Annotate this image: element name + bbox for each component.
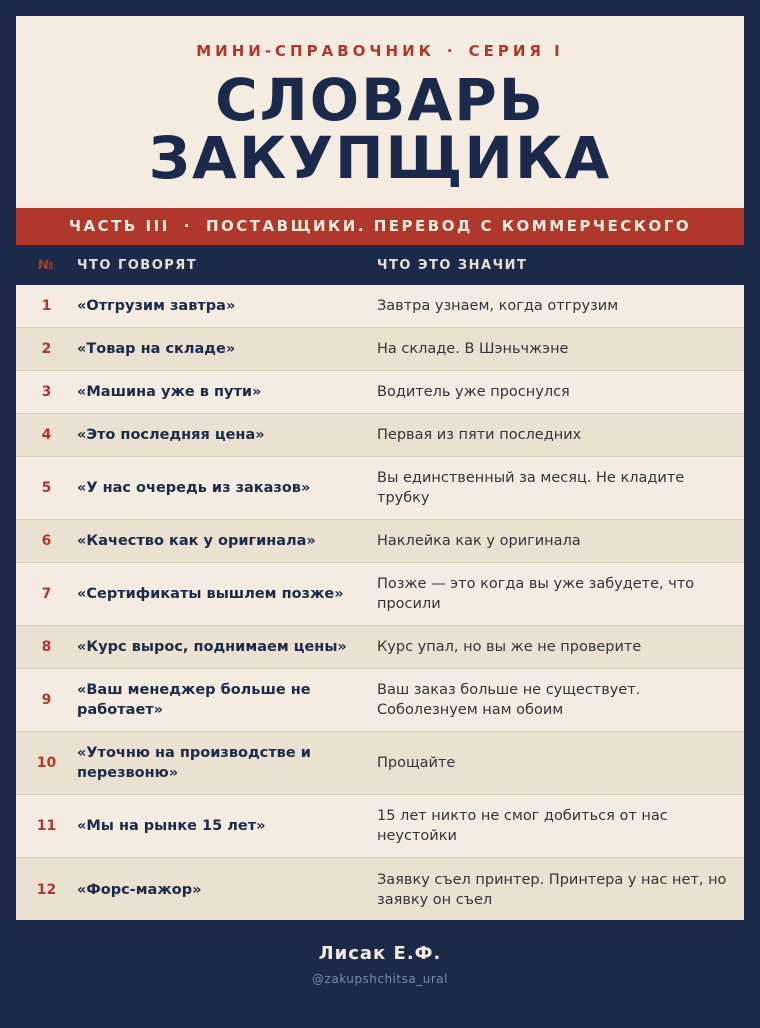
- row-meaning: Ваш заказ больше не существует. Соболезнуем нам обоим: [377, 682, 641, 718]
- row-number: 6: [41, 533, 52, 549]
- page-title-line-1: СЛОВАРЬ: [215, 66, 545, 134]
- table-row: [16, 457, 744, 520]
- row-number: 5: [41, 480, 52, 496]
- row-number: 10: [36, 755, 57, 771]
- row-number: 11: [36, 818, 57, 834]
- row-phrase: «Мы на рынке 15 лет»: [77, 818, 266, 834]
- row-number: 4: [41, 427, 52, 443]
- table-row: [16, 732, 744, 795]
- row-phrase: «Уточню на производстве и перезвоню»: [77, 745, 311, 781]
- row-meaning: Позже — это когда вы уже забудете, что просили: [377, 576, 695, 612]
- page-title-line-2: ЗАКУПЩИКА: [148, 124, 612, 192]
- table-body: [16, 285, 744, 921]
- row-phrase: «Машина уже в пути»: [77, 384, 262, 400]
- row-meaning: Вы единственный за месяц. Не кладите трубку: [377, 470, 685, 506]
- author-name: Лисак Е.Ф.: [318, 943, 442, 964]
- header: [16, 16, 744, 208]
- row-meaning: Прощайте: [377, 755, 456, 771]
- row-meaning: Заявку съел принтер. Принтера у нас нет, но заявку он съел: [377, 871, 727, 908]
- table-row: [16, 520, 744, 563]
- footer: [16, 920, 744, 1012]
- row-number: 2: [41, 341, 52, 357]
- row-phrase: «Ваш менеджер больше не работает»: [77, 682, 311, 718]
- row-phrase: «Отгрузим завтра»: [77, 298, 236, 314]
- table-row: [16, 858, 744, 921]
- table-row: [16, 371, 744, 414]
- row-number: 3: [41, 384, 52, 400]
- column-header-what-they-say: ЧТО ГОВОРЯТ: [77, 257, 198, 273]
- row-number: 8: [41, 639, 52, 655]
- table-row: [16, 795, 744, 858]
- series-label: МИНИ-СПРАВОЧНИК: [196, 42, 435, 60]
- row-number: 12: [36, 881, 57, 898]
- table-row: [16, 669, 744, 732]
- row-phrase: «Сертификаты вышлем позже»: [77, 586, 344, 602]
- section-separator: ·: [183, 217, 192, 235]
- column-header-what-it-means: ЧТО ЭТО ЗНАЧИТ: [377, 257, 528, 273]
- table-row: [16, 285, 744, 328]
- row-meaning: Водитель уже проснулся: [377, 384, 570, 400]
- row-phrase: «Курс вырос, поднимаем цены»: [77, 639, 347, 655]
- column-header-number: №: [37, 257, 56, 273]
- row-phrase: «Это последняя цена»: [77, 427, 265, 443]
- row-meaning: Первая из пяти последних: [377, 427, 582, 443]
- section-ribbon: [16, 208, 744, 245]
- series-separator: ·: [446, 42, 457, 60]
- table-row: [16, 563, 744, 626]
- series-number: СЕРИЯ I: [468, 42, 564, 60]
- table-row: [16, 414, 744, 457]
- section-part: ЧАСТЬ III: [68, 217, 170, 235]
- section-topic: ПОСТАВЩИКИ. ПЕРЕВОД С КОММЕРЧЕСКОГО: [205, 217, 692, 235]
- row-meaning: Наклейка как у оригинала: [377, 533, 581, 549]
- author-handle[interactable]: @zakupshchitsa_ural: [312, 972, 448, 986]
- table-row: [16, 328, 744, 371]
- row-phrase: «Форс-мажор»: [77, 881, 202, 898]
- handbook-card: [16, 16, 744, 1012]
- row-phrase: «Качество как у оригинала»: [77, 533, 316, 549]
- series-line: [16, 41, 744, 61]
- row-meaning: Завтра узнаем, когда отгрузим: [377, 298, 619, 314]
- row-phrase: «Товар на складе»: [77, 341, 236, 357]
- row-number: 7: [41, 586, 52, 602]
- row-phrase: «У нас очередь из заказов»: [77, 480, 311, 496]
- row-meaning: Курс упал, но вы же не проверите: [377, 639, 642, 655]
- table-row: [16, 626, 744, 669]
- table-header: [16, 245, 744, 285]
- row-meaning: 15 лет никто не смог добиться от нас неустойки: [377, 808, 668, 844]
- row-meaning: На складе. В Шэньчжэне: [377, 341, 569, 357]
- row-number: 9: [41, 692, 52, 708]
- row-number: 1: [41, 298, 52, 314]
